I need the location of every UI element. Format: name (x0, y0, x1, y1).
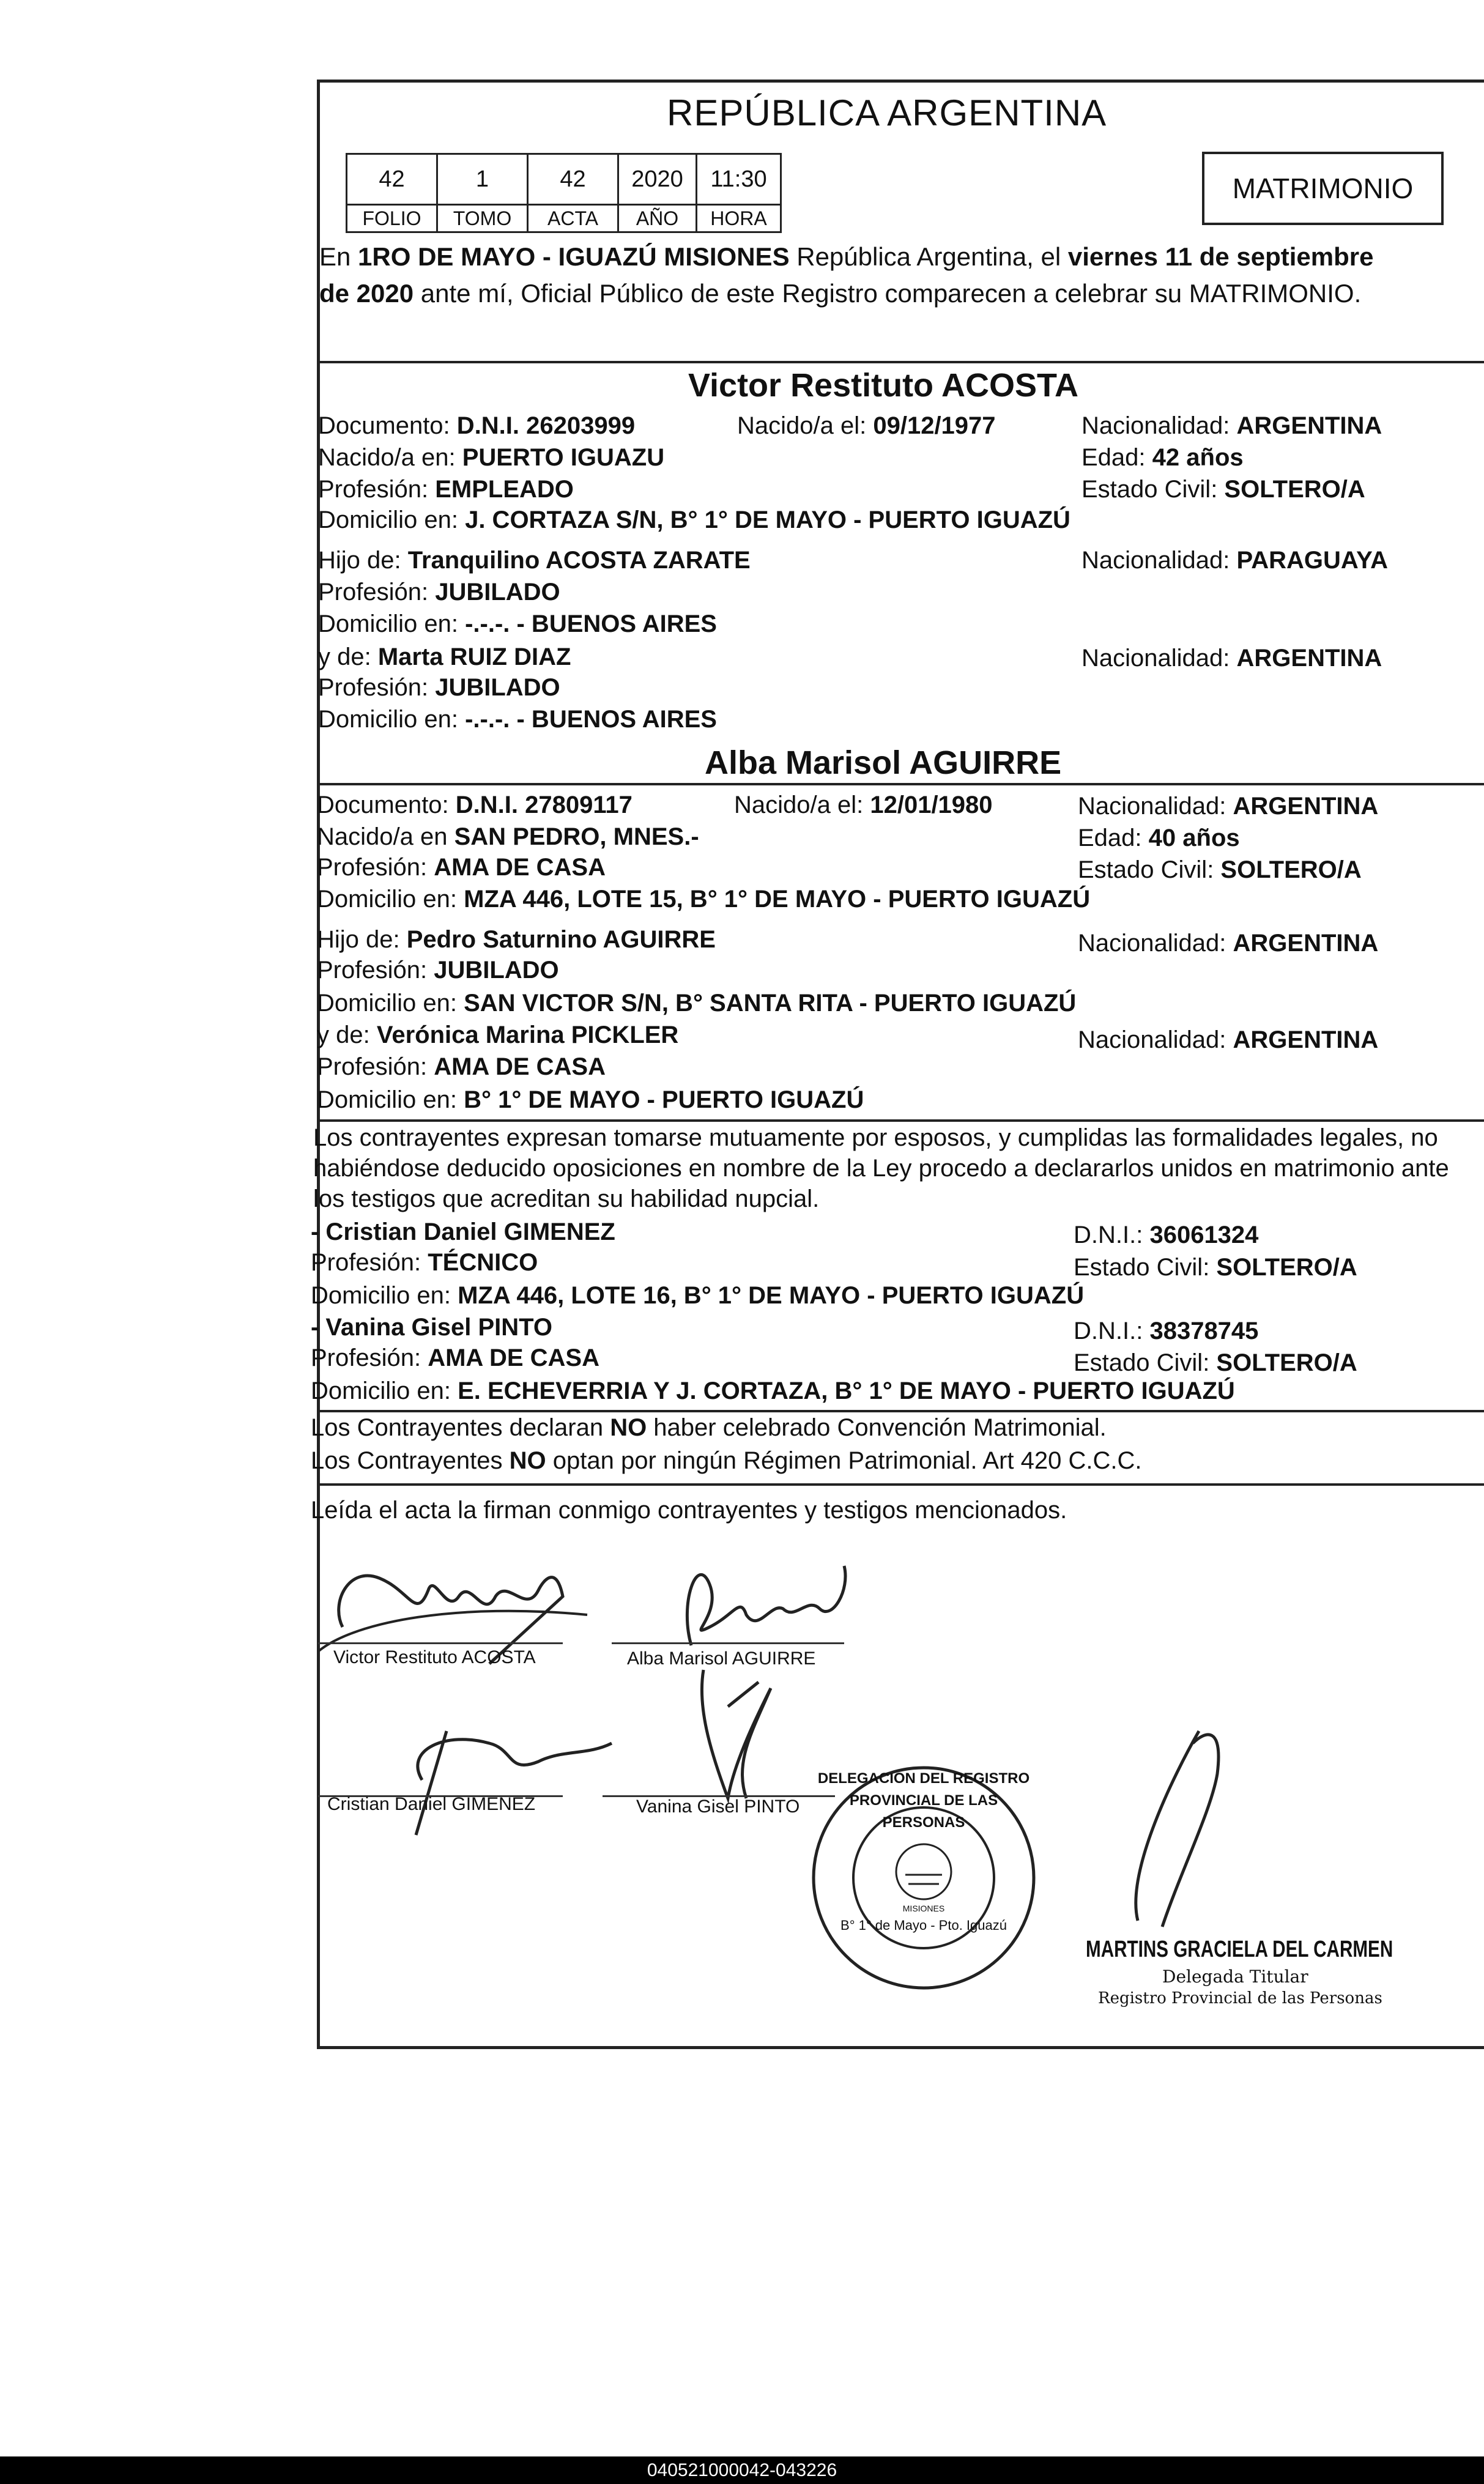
spouse2-father-nationality: Nacionalidad: ARGENTINA (1078, 930, 1379, 957)
signature-label-witness1: Cristian Daniel GIMENEZ (327, 1794, 536, 1814)
spouse2-age: Edad: 40 años (1078, 825, 1240, 851)
signature-label-witness2: Vanina Gisel PINTO (636, 1796, 800, 1817)
spouse1-birthdate: Nacido/a el: 09/12/1977 (737, 412, 996, 439)
spouse1-nationality: Nacionalidad: ARGENTINA (1081, 412, 1382, 439)
official-office: Registro Provincial de las Personas (1098, 1989, 1382, 2008)
witness1-name: - Cristian Daniel GIMENEZ (311, 1218, 615, 1245)
spouse2-father-profession: Profesión: JUBILADO (317, 957, 559, 984)
folio-value: 42 (347, 154, 437, 205)
spouse1-father: Hijo de: Tranquilino ACOSTA ZARATE (318, 547, 751, 574)
hora-value: 11:30 (697, 154, 781, 205)
seal-center-text: MISIONES (902, 1904, 945, 1913)
acta-label: ACTA (528, 205, 618, 232)
spouse1-civil-status: Estado Civil: SOLTERO/A (1081, 476, 1365, 503)
tomo-label: TOMO (437, 205, 528, 232)
witness1-address: Domicilio en: MZA 446, LOTE 16, B° 1° DE MAYO - PUERTO IGUAZÚ (311, 1282, 1085, 1309)
spouse1-mother-address: Domicilio en: -.-.-. - BUENOS AIRES (318, 706, 717, 733)
spouse1-mother-nationality: Nacionalidad: ARGENTINA (1081, 645, 1382, 672)
seal-inner-text: B° 1° de Mayo - Pto. Iguazú (840, 1918, 1007, 1933)
spouse1-father-profession: Profesión: JUBILADO (318, 579, 560, 606)
ano-label: AÑO (618, 205, 697, 232)
document-code: 040521000042-043226 (0, 2456, 1484, 2484)
spouse2-mother-address: Domicilio en: B° 1° DE MAYO - PUERTO IGUAZÚ (317, 1086, 864, 1113)
signature-witness1 (416, 1731, 612, 1835)
spouse1-mother: y de: Marta RUIZ DIAZ (318, 643, 571, 670)
spouse2-birthplace: Nacido/a en SAN PEDRO, MNES.- (317, 823, 699, 850)
divider (317, 361, 1484, 363)
signature-spouse1-flourish (318, 1611, 587, 1652)
divider (317, 783, 1484, 785)
witness2-civil-status: Estado Civil: SOLTERO/A (1074, 1349, 1357, 1376)
divider (317, 1483, 1484, 1486)
divider (317, 1119, 1484, 1122)
spouse1-address: Domicilio en: J. CORTAZA S/N, B° 1° DE MAYO - PUERTO IGUAZÚ (318, 506, 1070, 533)
spouse1-mother-profession: Profesión: JUBILADO (318, 674, 560, 701)
record-header-table (346, 153, 782, 233)
declaration-line-3: los testigos que acreditan su habilidad nupcial. (313, 1185, 820, 1212)
spouse2-mother-profession: Profesión: AMA DE CASA (317, 1053, 606, 1080)
patrimonial-regime-statement: Los Contrayentes NO optan por ningún Régimen Patrimonial. Art 420 C.C.C. (311, 1447, 1142, 1474)
hora-label: HORA (697, 205, 781, 232)
folio-label: FOLIO (347, 205, 437, 232)
spouse1-birthplace: Nacido/a en: PUERTO IGUAZU (318, 444, 665, 471)
seal-outer-text: DELEGACION DEL REGISTRO PROVINCIAL DE LAS PERSONAS (817, 1770, 1030, 1831)
signature-official (1136, 1731, 1219, 1927)
spouse2-mother-nationality: Nacionalidad: ARGENTINA (1078, 1026, 1379, 1053)
record-type-box: MATRIMONIO (1202, 152, 1444, 225)
witness2-address: Domicilio en: E. ECHEVERRIA Y J. CORTAZA, B° 1° DE MAYO - PUERTO IGUAZÚ (311, 1377, 1235, 1404)
spouse2-civil-status: Estado Civil: SOLTERO/A (1078, 856, 1362, 883)
country-title: REPÚBLICA ARGENTINA (667, 92, 1107, 133)
spouse2-nationality: Nacionalidad: ARGENTINA (1078, 793, 1379, 820)
convention-statement: Los Contrayentes declaran NO haber celebrado Convención Matrimonial. (311, 1414, 1107, 1441)
signature-line (612, 1642, 844, 1644)
spouse2-mother: y de: Verónica Marina PICKLER (317, 1021, 679, 1048)
signature-label-spouse1: Victor Restituto ACOSTA (333, 1647, 536, 1667)
official-name: MARTINS GRACIELA DEL CARMEN (1086, 1937, 1393, 1962)
intro-line-2: de 2020 ante mí, Oficial Público de este Registro comparecen a celebrar su MATRIMONIO. (319, 279, 1362, 308)
witness1-profession: Profesión: TÉCNICO (311, 1249, 538, 1276)
witness1-civil-status: Estado Civil: SOLTERO/A (1074, 1254, 1357, 1281)
spouse2-father-address: Domicilio en: SAN VICTOR S/N, B° SANTA RITA - PUERTO IGUAZÚ (317, 990, 1077, 1017)
signature-spouse2 (687, 1566, 845, 1645)
signature-line (318, 1642, 563, 1644)
ano-value: 2020 (618, 154, 697, 205)
signature-label-spouse2: Alba Marisol AGUIRRE (627, 1648, 816, 1669)
spouse2-name: Alba Marisol AGUIRRE (705, 744, 1062, 781)
spouse1-father-address: Domicilio en: -.-.-. - BUENOS AIRES (318, 610, 717, 637)
witness2-profession: Profesión: AMA DE CASA (311, 1344, 599, 1371)
divider (317, 1410, 1484, 1412)
witness2-name: - Vanina Gisel PINTO (311, 1314, 552, 1341)
spouse1-document: Documento: D.N.I. 26203999 (318, 412, 636, 439)
spouse2-father: Hijo de: Pedro Saturnino AGUIRRE (317, 926, 716, 953)
spouse1-age: Edad: 42 años (1081, 444, 1244, 471)
spouse2-document: Documento: D.N.I. 27809117 (317, 792, 633, 818)
tomo-value: 1 (437, 154, 528, 205)
intro-line-1: En 1RO DE MAYO - IGUAZÚ MISIONES República Argentina, el viernes 11 de septiembre (319, 242, 1374, 271)
spouse1-name: Victor Restituto ACOSTA (688, 367, 1079, 404)
official-role: Delegada Titular (1162, 1967, 1308, 1987)
spouse1-father-nationality: Nacionalidad: PARAGUAYA (1081, 547, 1388, 574)
acta-value: 42 (528, 154, 618, 205)
spouse2-birthdate: Nacido/a el: 12/01/1980 (734, 792, 993, 818)
declaration-line-1: Los contrayentes expresan tomarse mutuamente por esposos, y cumplidas las formalidades legales, no (313, 1124, 1438, 1151)
signature-witness2 (702, 1670, 771, 1798)
spouse1-profession: Profesión: EMPLEADO (318, 476, 574, 503)
witness2-dni: D.N.I.: 38378745 (1074, 1318, 1259, 1344)
declaration-line-2: habiéndose deducido oposiciones en nombre de la Ley procedo a declararlos unidos en matrimonio ante (313, 1155, 1449, 1182)
spouse2-address: Domicilio en: MZA 446, LOTE 15, B° 1° DE MAYO - PUERTO IGUAZÚ (317, 886, 1091, 913)
closing-statement: Leída el acta la firman conmigo contrayentes y testigos mencionados. (311, 1497, 1067, 1524)
witness1-dni: D.N.I.: 36061324 (1074, 1222, 1259, 1248)
spouse2-profession: Profesión: AMA DE CASA (317, 854, 606, 881)
official-seal (807, 1762, 1040, 1994)
